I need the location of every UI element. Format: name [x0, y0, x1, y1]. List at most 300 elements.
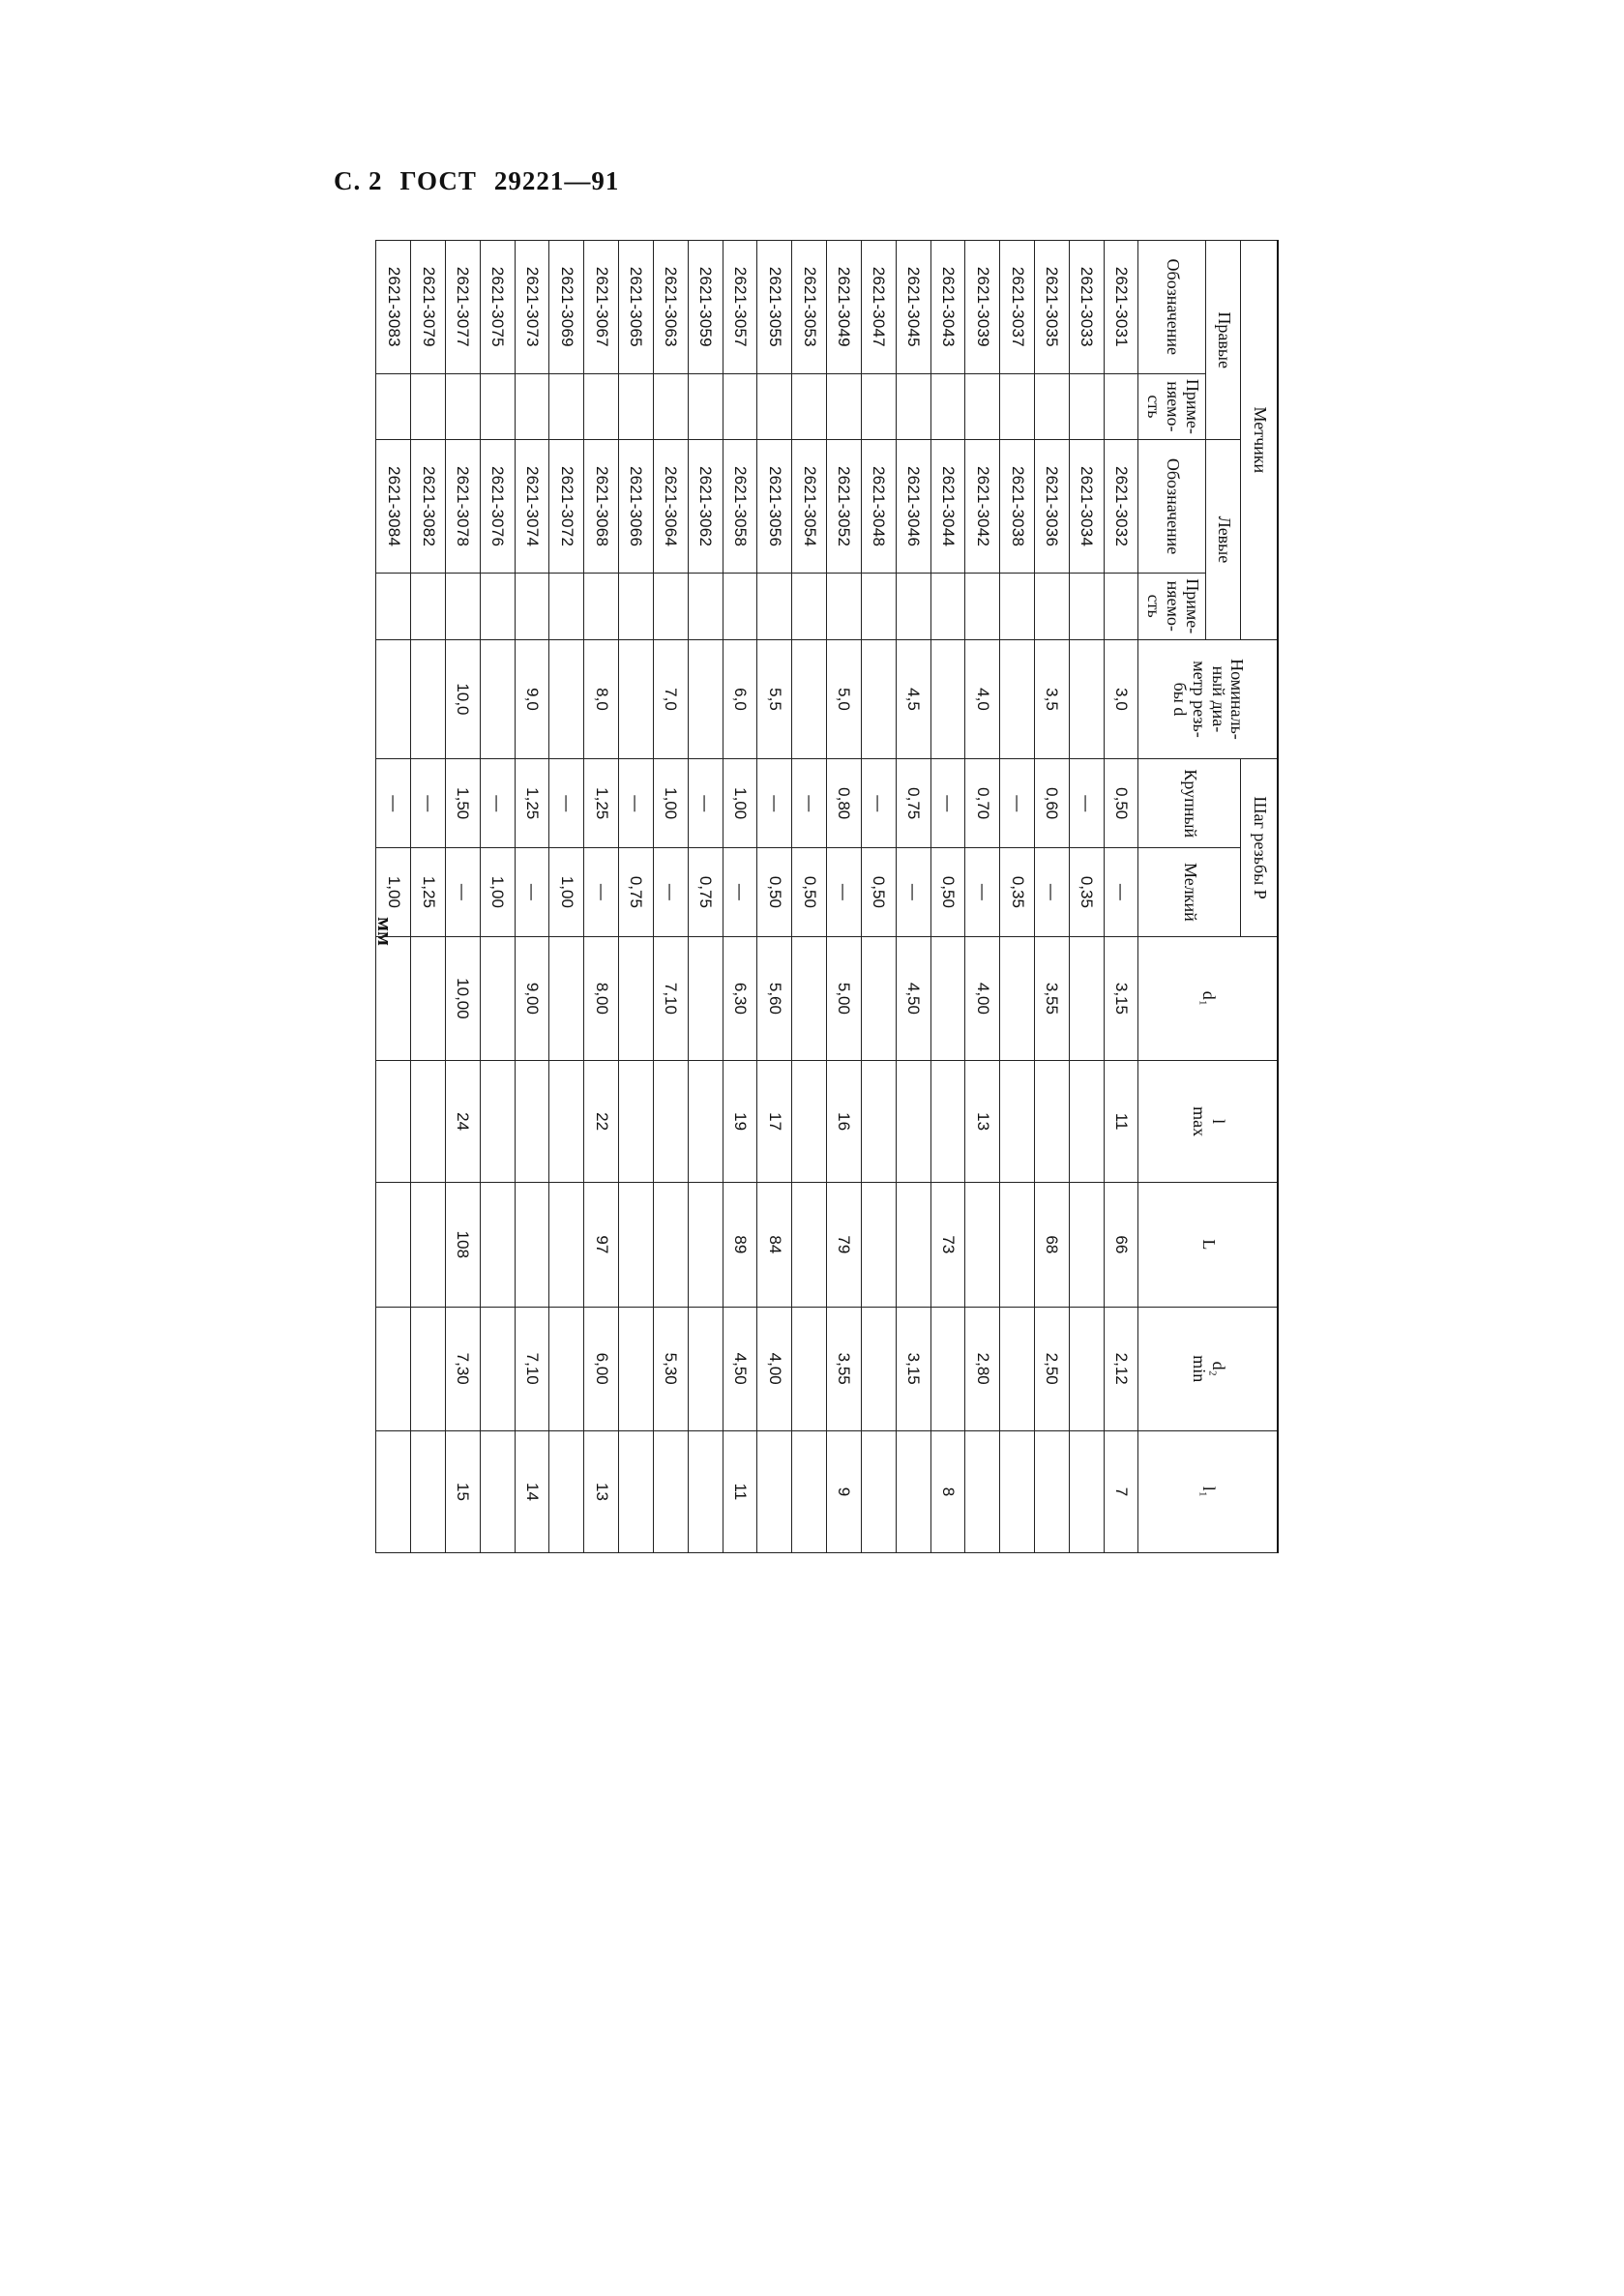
cell-fine: — — [723, 848, 757, 937]
cell-L — [896, 1183, 930, 1307]
table-row — [584, 241, 619, 1553]
cell-fine: — — [965, 848, 1000, 937]
cell-L — [861, 1183, 896, 1307]
applicability-cell — [965, 573, 1000, 639]
table-row — [1104, 241, 1138, 1553]
cell-l1 — [376, 1430, 411, 1552]
cell-d1 — [376, 936, 411, 1060]
cell-fine: — — [515, 848, 549, 937]
cell-d: 4,5 — [896, 639, 930, 759]
cell-d2: 2,50 — [1035, 1307, 1070, 1430]
cell-lmax: 22 — [584, 1061, 619, 1183]
cell-lmax: 17 — [757, 1061, 792, 1183]
cell-d: 9,0 — [515, 639, 549, 759]
table-row — [688, 241, 723, 1553]
cell-d1: 5,00 — [827, 936, 862, 1060]
cell-L — [965, 1183, 1000, 1307]
cell-fine: — — [445, 848, 480, 937]
cell-left: 2621-3048 — [861, 440, 896, 574]
cell-l1: 14 — [515, 1430, 549, 1552]
cell-fine: — — [584, 848, 619, 937]
cell-L: 89 — [723, 1183, 757, 1307]
cell-fine: — — [896, 848, 930, 937]
cell-d: 3,0 — [1104, 639, 1138, 759]
cell-d2 — [861, 1307, 896, 1430]
cell-lmax — [1000, 1061, 1035, 1183]
cell-L: 97 — [584, 1183, 619, 1307]
cell-left: 2621-3066 — [619, 440, 654, 574]
cell-right: 2621-3057 — [723, 241, 757, 374]
cell-d2: 7,10 — [515, 1307, 549, 1430]
standard-number: 29221—91 — [493, 166, 620, 195]
cell-left: 2621-3074 — [515, 440, 549, 574]
cell-left: 2621-3044 — [930, 440, 965, 574]
applicability-cell — [688, 373, 723, 440]
cell-l1: 8 — [930, 1430, 965, 1552]
cell-left: 2621-3034 — [1069, 440, 1104, 574]
cell-fine: 0,50 — [792, 848, 827, 937]
cell-coarse: 1,00 — [653, 759, 688, 848]
applicability-cell — [376, 573, 411, 639]
cell-l1: 13 — [584, 1430, 619, 1552]
cell-d1: 5,60 — [757, 936, 792, 1060]
cell-d2 — [411, 1307, 446, 1430]
cell-lmax — [515, 1061, 549, 1183]
header-l-max: l max — [1138, 1061, 1278, 1183]
cell-d — [1000, 639, 1035, 759]
cell-coarse: — — [411, 759, 446, 848]
cell-d — [792, 639, 827, 759]
cell-L: 73 — [930, 1183, 965, 1307]
cell-coarse: — — [480, 759, 515, 848]
applicability-cell — [792, 573, 827, 639]
cell-fine: 0,75 — [688, 848, 723, 937]
table-row — [376, 241, 411, 1553]
rotated-table-wrapper — [375, 240, 1624, 1501]
cell-d1 — [688, 936, 723, 1060]
units-label: мм — [373, 917, 398, 946]
cell-d2 — [930, 1307, 965, 1430]
header-fine: Мелкий — [1138, 848, 1241, 937]
cell-d2: 2,80 — [965, 1307, 1000, 1430]
cell-left: 2621-3052 — [827, 440, 862, 574]
header-taps: Метчики — [1241, 241, 1278, 640]
table-row — [1000, 241, 1035, 1553]
cell-d: 7,0 — [653, 639, 688, 759]
table-row — [861, 241, 896, 1553]
applicability-cell — [965, 373, 1000, 440]
cell-L: 68 — [1035, 1183, 1070, 1307]
applicability-cell — [445, 373, 480, 440]
cell-left: 2621-3046 — [896, 440, 930, 574]
cell-L — [653, 1183, 688, 1307]
cell-right: 2621-3033 — [1069, 241, 1104, 374]
applicability-cell — [1104, 573, 1138, 639]
table-row — [653, 241, 688, 1553]
applicability-cell — [930, 573, 965, 639]
cell-L: 79 — [827, 1183, 862, 1307]
cell-l1 — [411, 1430, 446, 1552]
applicability-cell — [445, 573, 480, 639]
applicability-cell — [1035, 573, 1070, 639]
cell-lmax — [688, 1061, 723, 1183]
cell-left: 2621-3056 — [757, 440, 792, 574]
cell-left: 2621-3058 — [723, 440, 757, 574]
applicability-cell — [584, 573, 619, 639]
applicability-cell — [757, 573, 792, 639]
cell-l1 — [1000, 1430, 1035, 1552]
cell-d1 — [411, 936, 446, 1060]
cell-lmax — [896, 1061, 930, 1183]
cell-lmax — [861, 1061, 896, 1183]
cell-fine: — — [653, 848, 688, 937]
applicability-cell — [757, 373, 792, 440]
cell-coarse: 0,70 — [965, 759, 1000, 848]
cell-coarse: — — [757, 759, 792, 848]
cell-l1 — [792, 1430, 827, 1552]
cell-d — [549, 639, 584, 759]
cell-d2: 4,50 — [723, 1307, 757, 1430]
page-number: С. 2 — [334, 166, 383, 195]
cell-lmax: 16 — [827, 1061, 862, 1183]
applicability-cell — [896, 373, 930, 440]
cell-lmax — [376, 1061, 411, 1183]
cell-L: 66 — [1104, 1183, 1138, 1307]
cell-d1 — [930, 936, 965, 1060]
applicability-cell — [653, 373, 688, 440]
cell-right: 2621-3043 — [930, 241, 965, 374]
cell-d1: 3,15 — [1104, 936, 1138, 1060]
cell-d2 — [1069, 1307, 1104, 1430]
cell-left: 2621-3042 — [965, 440, 1000, 574]
cell-right: 2621-3055 — [757, 241, 792, 374]
cell-right: 2621-3035 — [1035, 241, 1070, 374]
cell-L — [688, 1183, 723, 1307]
cell-d — [376, 639, 411, 759]
cell-d2: 6,00 — [584, 1307, 619, 1430]
cell-l1 — [688, 1430, 723, 1552]
table-row — [1069, 241, 1104, 1553]
cell-coarse: — — [549, 759, 584, 848]
cell-L — [549, 1183, 584, 1307]
cell-l1: 11 — [723, 1430, 757, 1552]
cell-d2: 3,15 — [896, 1307, 930, 1430]
cell-fine: 1,00 — [376, 848, 411, 937]
applicability-cell — [376, 373, 411, 440]
cell-l1 — [965, 1430, 1000, 1552]
table-body — [376, 241, 1139, 1553]
cell-d2: 3,55 — [827, 1307, 862, 1430]
header-nominal-diameter: Номиналь- ный диа- метр резь- бы d — [1138, 639, 1278, 759]
applicability-cell — [723, 373, 757, 440]
header-l1: l₁ — [1138, 1430, 1278, 1552]
cell-L: 84 — [757, 1183, 792, 1307]
applicability-cell — [515, 573, 549, 639]
applicability-cell — [688, 573, 723, 639]
cell-fine: — — [827, 848, 862, 937]
cell-right: 2621-3073 — [515, 241, 549, 374]
applicability-cell — [480, 573, 515, 639]
applicability-cell — [827, 573, 862, 639]
cell-right: 2621-3077 — [445, 241, 480, 374]
applicability-cell — [619, 573, 654, 639]
cell-left: 2621-3036 — [1035, 440, 1070, 574]
cell-coarse: 0,60 — [1035, 759, 1070, 848]
page-header — [334, 166, 636, 196]
cell-left: 2621-3068 — [584, 440, 619, 574]
standard-label: ГОСТ — [399, 166, 477, 195]
table-row — [549, 241, 584, 1553]
applicability-cell — [411, 373, 446, 440]
cell-coarse: 1,50 — [445, 759, 480, 848]
cell-l1 — [653, 1430, 688, 1552]
cell-L — [480, 1183, 515, 1307]
cell-d2 — [376, 1307, 411, 1430]
applicability-cell — [896, 573, 930, 639]
cell-left: 2621-3062 — [688, 440, 723, 574]
cell-l1 — [480, 1430, 515, 1552]
cell-d1: 8,00 — [584, 936, 619, 1060]
applicability-cell — [1035, 373, 1070, 440]
cell-lmax — [619, 1061, 654, 1183]
cell-fine: 0,75 — [619, 848, 654, 937]
cell-L: 108 — [445, 1183, 480, 1307]
table-row — [827, 241, 862, 1553]
cell-L — [792, 1183, 827, 1307]
cell-coarse: — — [792, 759, 827, 848]
table-row — [515, 241, 549, 1553]
table-row — [411, 241, 446, 1553]
cell-coarse: — — [861, 759, 896, 848]
cell-d: 6,0 — [723, 639, 757, 759]
cell-d2 — [688, 1307, 723, 1430]
table-row — [1035, 241, 1070, 1553]
cell-d1: 7,10 — [653, 936, 688, 1060]
table-row — [480, 241, 515, 1553]
cell-L — [411, 1183, 446, 1307]
applicability-cell — [1000, 373, 1035, 440]
cell-right: 2621-3075 — [480, 241, 515, 374]
cell-d1 — [1069, 936, 1104, 1060]
cell-coarse: 1,00 — [723, 759, 757, 848]
cell-L — [515, 1183, 549, 1307]
applicability-cell — [1069, 373, 1104, 440]
cell-right: 2621-3047 — [861, 241, 896, 374]
cell-d1: 4,50 — [896, 936, 930, 1060]
cell-right: 2621-3063 — [653, 241, 688, 374]
cell-d: 5,5 — [757, 639, 792, 759]
cell-l1 — [757, 1430, 792, 1552]
cell-left: 2621-3072 — [549, 440, 584, 574]
cell-fine: 0,35 — [1000, 848, 1035, 937]
cell-coarse: — — [688, 759, 723, 848]
cell-lmax — [411, 1061, 446, 1183]
table-row — [896, 241, 930, 1553]
cell-L — [1000, 1183, 1035, 1307]
cell-d2: 5,30 — [653, 1307, 688, 1430]
table-row — [619, 241, 654, 1553]
cell-d1: 3,55 — [1035, 936, 1070, 1060]
cell-left: 2621-3084 — [376, 440, 411, 574]
cell-L — [619, 1183, 654, 1307]
cell-l1 — [619, 1430, 654, 1552]
cell-fine: 0,50 — [861, 848, 896, 937]
cell-l1 — [896, 1430, 930, 1552]
cell-d2: 4,00 — [757, 1307, 792, 1430]
cell-coarse: 1,25 — [515, 759, 549, 848]
cell-right: 2621-3067 — [584, 241, 619, 374]
cell-d1 — [549, 936, 584, 1060]
header-right: Правые — [1206, 241, 1241, 440]
cell-lmax — [930, 1061, 965, 1183]
table-row — [757, 241, 792, 1553]
header-left-applicability: Приме- няемо- сть — [1138, 573, 1206, 639]
applicability-cell — [584, 373, 619, 440]
cell-l1: 9 — [827, 1430, 862, 1552]
cell-d: 4,0 — [965, 639, 1000, 759]
applicability-cell — [827, 373, 862, 440]
cell-L — [1069, 1183, 1104, 1307]
cell-d2 — [549, 1307, 584, 1430]
cell-coarse: 0,75 — [896, 759, 930, 848]
cell-d: 10,0 — [445, 639, 480, 759]
cell-l1: 7 — [1104, 1430, 1138, 1552]
table-row — [965, 241, 1000, 1553]
cell-lmax: 24 — [445, 1061, 480, 1183]
cell-d: 8,0 — [584, 639, 619, 759]
applicability-cell — [792, 373, 827, 440]
applicability-cell — [653, 573, 688, 639]
cell-d1: 4,00 — [965, 936, 1000, 1060]
cell-left: 2621-3082 — [411, 440, 446, 574]
cell-fine: 0,50 — [930, 848, 965, 937]
cell-fine: 1,25 — [411, 848, 446, 937]
cell-d — [411, 639, 446, 759]
applicability-cell — [480, 373, 515, 440]
applicability-cell — [1104, 373, 1138, 440]
cell-coarse: — — [376, 759, 411, 848]
cell-coarse: — — [619, 759, 654, 848]
applicability-cell — [861, 373, 896, 440]
cell-coarse: — — [1069, 759, 1104, 848]
cell-right: 2621-3037 — [1000, 241, 1035, 374]
cell-lmax — [653, 1061, 688, 1183]
cell-fine: 0,50 — [757, 848, 792, 937]
applicability-cell — [930, 373, 965, 440]
cell-coarse: 0,50 — [1104, 759, 1138, 848]
cell-right: 2621-3083 — [376, 241, 411, 374]
header-right-applicability: Приме- няемо- сть — [1138, 373, 1206, 440]
cell-d — [861, 639, 896, 759]
cell-d — [619, 639, 654, 759]
cell-fine: — — [1104, 848, 1138, 937]
header-left-designation: Обозначение — [1138, 440, 1206, 574]
applicability-cell — [861, 573, 896, 639]
cell-left: 2621-3064 — [653, 440, 688, 574]
table-row — [792, 241, 827, 1553]
cell-fine: 0,35 — [1069, 848, 1104, 937]
cell-d — [930, 639, 965, 759]
cell-left: 2621-3078 — [445, 440, 480, 574]
applicability-cell — [723, 573, 757, 639]
cell-fine: 1,00 — [480, 848, 515, 937]
cell-right: 2621-3059 — [688, 241, 723, 374]
applicability-cell — [1000, 573, 1035, 639]
cell-lmax — [1035, 1061, 1070, 1183]
cell-right: 2621-3039 — [965, 241, 1000, 374]
cell-d — [480, 639, 515, 759]
cell-lmax — [792, 1061, 827, 1183]
cell-right: 2621-3031 — [1104, 241, 1138, 374]
cell-d1 — [792, 936, 827, 1060]
cell-right: 2621-3045 — [896, 241, 930, 374]
header-thread-pitch: Шаг резьбы P — [1241, 759, 1278, 936]
table-row — [445, 241, 480, 1553]
header-right-designation: Обозначение — [1138, 241, 1206, 374]
cell-d2: 7,30 — [445, 1307, 480, 1430]
rotated-table-inner — [375, 240, 1279, 1553]
cell-d1: 9,00 — [515, 936, 549, 1060]
cell-d2 — [619, 1307, 654, 1430]
applicability-cell — [1069, 573, 1104, 639]
cell-right: 2621-3049 — [827, 241, 862, 374]
cell-d2 — [480, 1307, 515, 1430]
table-row — [930, 241, 965, 1553]
cell-right: 2621-3069 — [549, 241, 584, 374]
cell-lmax — [549, 1061, 584, 1183]
cell-lmax: 13 — [965, 1061, 1000, 1183]
header-left: Левые — [1206, 440, 1241, 639]
cell-l1 — [1035, 1430, 1070, 1552]
taps-spec-table — [375, 240, 1279, 1553]
cell-coarse: — — [1000, 759, 1035, 848]
applicability-cell — [549, 573, 584, 639]
cell-lmax: 19 — [723, 1061, 757, 1183]
cell-right: 2621-3065 — [619, 241, 654, 374]
cell-lmax — [1069, 1061, 1104, 1183]
header-coarse: Крупный — [1138, 759, 1241, 848]
cell-fine: — — [1035, 848, 1070, 937]
cell-l1 — [1069, 1430, 1104, 1552]
cell-d1 — [619, 936, 654, 1060]
cell-lmax — [480, 1061, 515, 1183]
cell-d1 — [480, 936, 515, 1060]
cell-l1: 15 — [445, 1430, 480, 1552]
cell-l1 — [861, 1430, 896, 1552]
cell-right: 2621-3053 — [792, 241, 827, 374]
applicability-cell — [411, 573, 446, 639]
cell-left: 2621-3032 — [1104, 440, 1138, 574]
cell-left: 2621-3054 — [792, 440, 827, 574]
cell-d2 — [792, 1307, 827, 1430]
cell-left: 2621-3038 — [1000, 440, 1035, 574]
header-L: L — [1138, 1183, 1278, 1307]
cell-d1 — [861, 936, 896, 1060]
cell-L — [376, 1183, 411, 1307]
cell-coarse: 1,25 — [584, 759, 619, 848]
cell-d2 — [1000, 1307, 1035, 1430]
applicability-cell — [515, 373, 549, 440]
cell-fine: 1,00 — [549, 848, 584, 937]
header-d2-min: d₂ min — [1138, 1307, 1278, 1430]
cell-d: 5,0 — [827, 639, 862, 759]
table-row — [723, 241, 757, 1553]
cell-lmax: 11 — [1104, 1061, 1138, 1183]
cell-coarse: 0,80 — [827, 759, 862, 848]
cell-d1: 6,30 — [723, 936, 757, 1060]
cell-d1 — [1000, 936, 1035, 1060]
applicability-cell — [619, 373, 654, 440]
